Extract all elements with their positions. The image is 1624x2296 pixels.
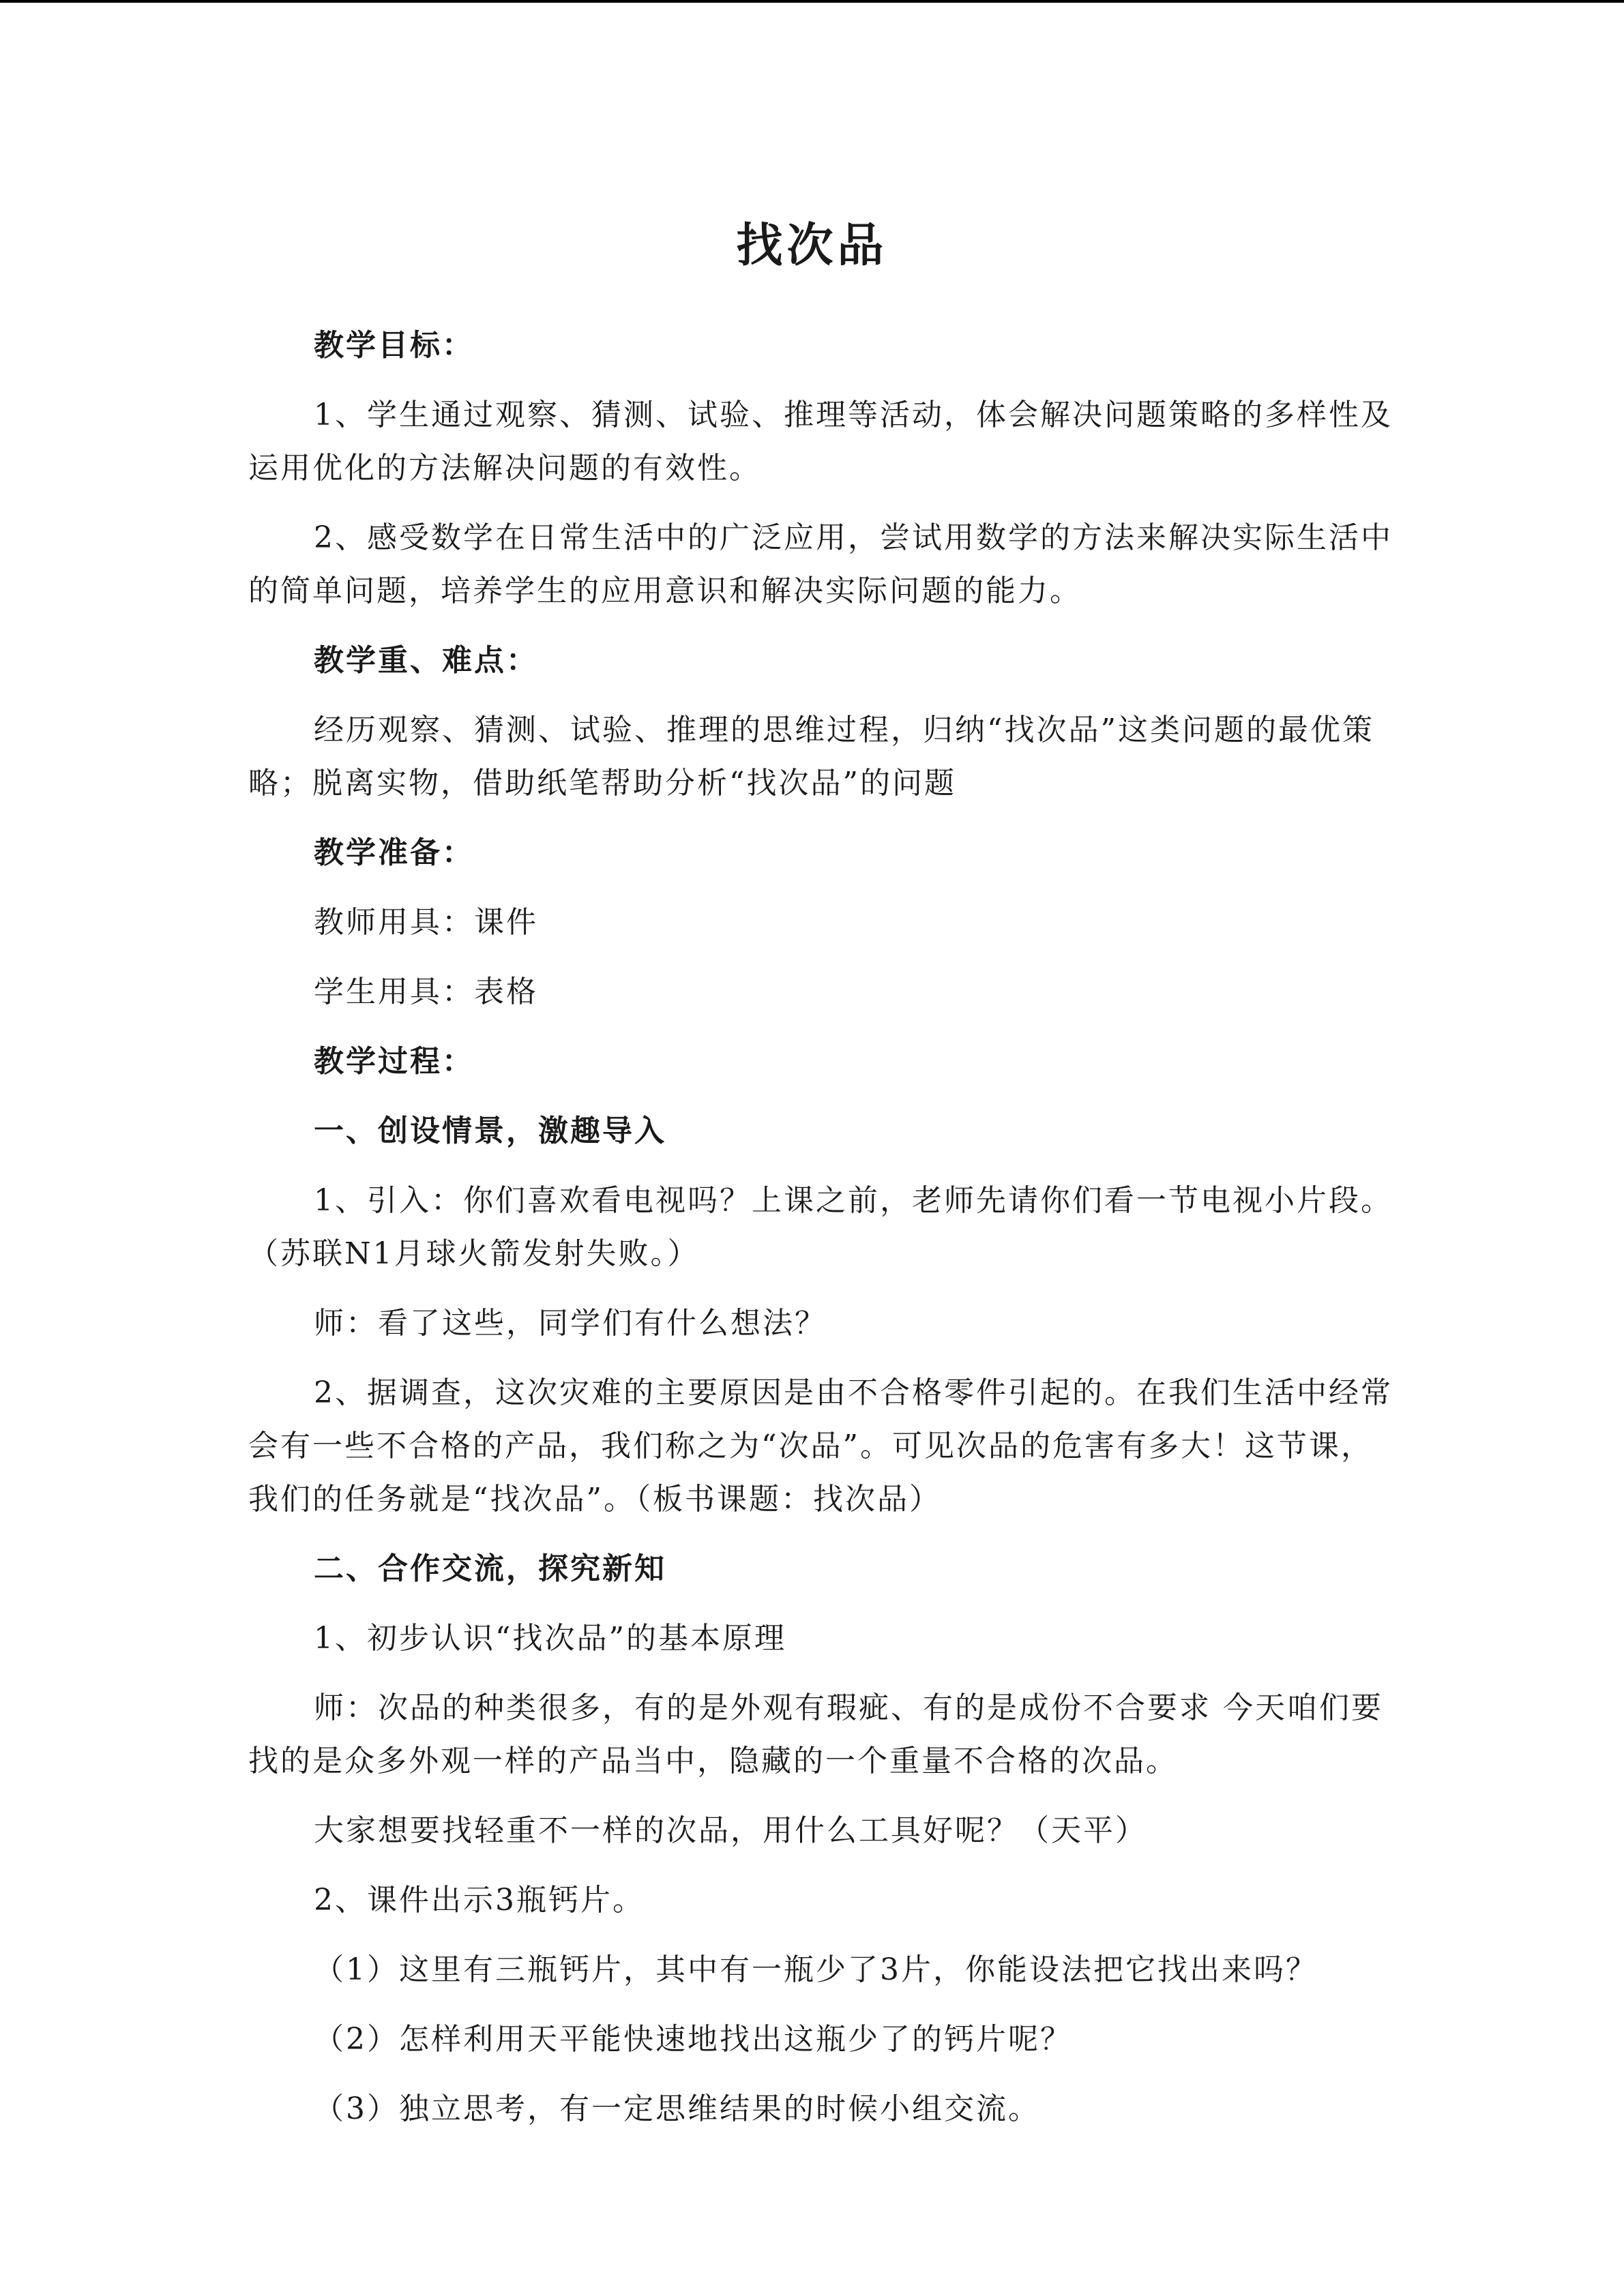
document-body bbox=[248, 319, 1394, 2152]
section-heading-part-one: 一、创设情景，激趣导入 bbox=[314, 1114, 666, 1148]
paragraph-teacher-tools: 教师用具：课件 bbox=[314, 905, 538, 940]
section-heading-objectives: 教学目标： bbox=[314, 328, 474, 363]
paragraph-introduction: 1、引入：你们喜欢看电视吗？上课之前，老师先请你们看一节电视小片段。（苏联N1月球火箭发射失败。） bbox=[248, 1183, 1393, 1271]
section-heading-process: 教学过程： bbox=[314, 1044, 474, 1079]
paragraph-step-3: （3）独立思考，有一定思维结果的时候小组交流。 bbox=[314, 2091, 1040, 2126]
section-heading-preparation: 教学准备： bbox=[314, 835, 474, 870]
document-title: 找次品 bbox=[736, 218, 888, 273]
paragraph-key-points: 经历观察、猜测、试验、推理的思维过程，归纳“找次品”这类问题的最优策略；脱离实物，借助纸笔帮助分析“找次品”的问题 bbox=[248, 713, 1374, 801]
paragraph-objective-2: 2、感受数学在日常生活中的广泛应用，尝试用数学的方法来解决实际生活中的简单问题，培养学生的应用意识和解决实际问题的能力。 bbox=[248, 520, 1393, 608]
paragraph-student-tools: 学生用具：表格 bbox=[314, 974, 538, 1009]
paragraph-teacher-question: 师：看了这些，同学们有什么想法？ bbox=[314, 1306, 827, 1341]
paragraph-objective-1: 1、学生通过观察、猜测、试验、推理等活动，体会解决问题策略的多样性及运用优化的方法解决问题的有效性。 bbox=[248, 398, 1393, 486]
paragraph-courseware-bottles: 2、课件出示3瓶钙片。 bbox=[314, 1883, 645, 1918]
section-heading-part-two: 二、合作交流，探究新知 bbox=[314, 1551, 666, 1586]
paragraph-tool-question: 大家想要找轻重不一样的次品，用什么工具好呢？（天平） bbox=[314, 1813, 1147, 1848]
section-heading-key-points: 教学重、难点： bbox=[314, 643, 538, 678]
paragraph-investigation: 2、据调查，这次灾难的主要原因是由不合格零件引起的。在我们生活中经常会有一些不合格的产品，我们称之为“次品”。可见次品的危害有多大！这节课，我们的任务就是“找次品”。（板书课题：找次品） bbox=[248, 1375, 1393, 1517]
paragraph-step-2: （2）怎样利用天平能快速地找出这瓶少了的钙片呢？ bbox=[314, 2022, 1072, 2057]
paragraph-basic-principle: 1、初步认识“找次品”的基本原理 bbox=[314, 1621, 786, 1656]
paragraph-defect-types: 师：次品的种类很多，有的是外观有瑕疵、有的是成份不合要求 今天咱们要找的是众多外观一样的产品当中，隐藏的一个重量不合格的次品。 bbox=[248, 1690, 1383, 1778]
paragraph-step-1: （1）这里有三瓶钙片，其中有一瓶少了3片，你能设法把它找出来吗？ bbox=[314, 1952, 1318, 1987]
